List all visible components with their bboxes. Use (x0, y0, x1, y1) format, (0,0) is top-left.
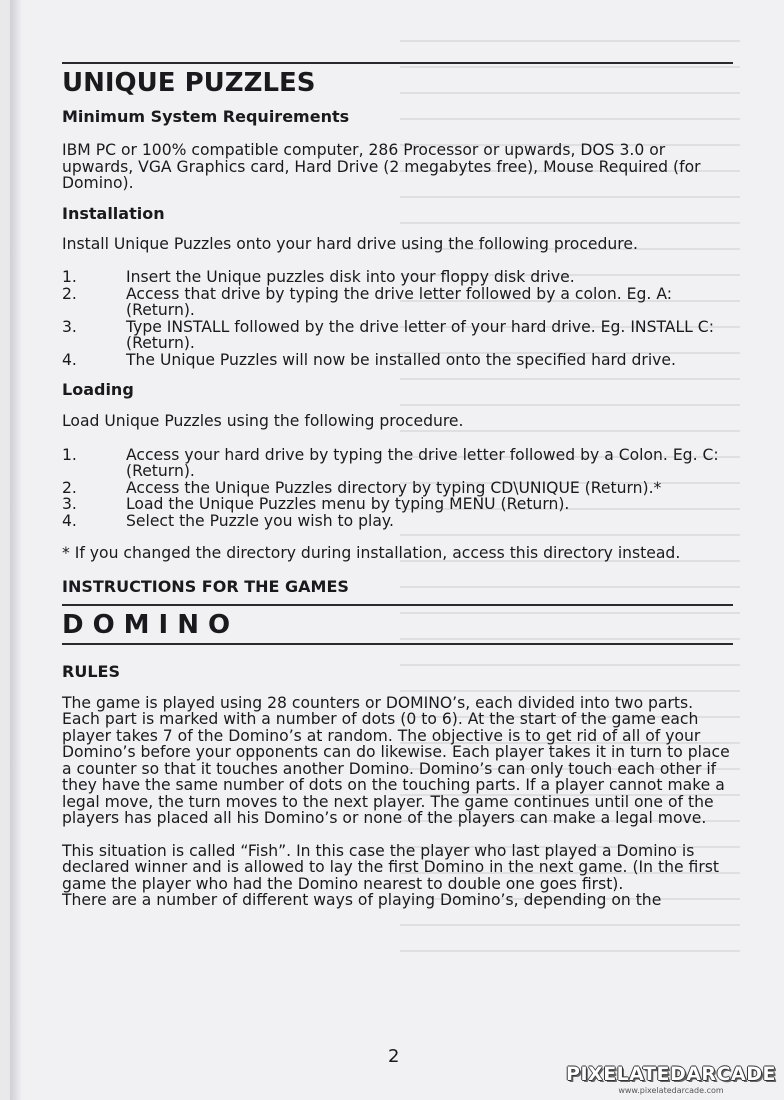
list-item: 3. Load the Unique Puzzles menu by typing MENU (Return). (62, 495, 570, 513)
page-content (62, 62, 733, 909)
loading-intro: Load Unique Puzzles using the following procedure. (62, 412, 464, 430)
installation-steps (62, 269, 733, 368)
min-req-heading: Minimum System Requirements (62, 107, 350, 126)
list-item: 2. Access the Unique Puzzles directory by typing CD\UNIQUE (Return).* (62, 478, 662, 497)
min-req-text: IBM PC or 100% compatible computer, 286 Processor or upwards, DOS 3.0 or upwards, VGA Graphics card, Hard Drive (2 megabytes free), Mouse Required (for Domino). (62, 141, 701, 192)
loading-steps (62, 447, 733, 530)
watermark-logo (560, 1062, 782, 1098)
page-number: 2 (388, 1046, 400, 1067)
watermark-url: www.pixelatedarcade.com (618, 1086, 724, 1095)
rules-paragraph-2: This situation is called “Fish”. In this case the player who last played a Domino is declared winner and is allowed to lay the first Domino in the next game. (In the first game the player who had the Domino nearest to double one goes first). (62, 841, 719, 893)
instructions-heading: INSTRUCTIONS FOR THE GAMES (62, 576, 349, 596)
domino-title: DOMINO (62, 609, 240, 640)
list-item: 4. The Unique Puzzles will now be installed onto the specified hard drive. (62, 350, 676, 369)
manual-page (10, 0, 784, 1100)
rules-heading: RULES (62, 661, 120, 681)
installation-intro: Install Unique Puzzles onto your hard drive using the following procedure. (62, 234, 638, 253)
directory-footnote: * If you changed the directory during installation, access this directory instead. (62, 544, 681, 562)
loading-heading: Loading (62, 380, 134, 399)
list-item: 4. Select the Puzzle you wish to play. (62, 511, 394, 530)
watermark-text: PIXELATEDARCADE (566, 1063, 776, 1085)
list-item: 1. Insert the Unique puzzles disk into your floppy disk drive. (62, 268, 575, 286)
title-rule-top (62, 62, 733, 64)
domino-rule-top (62, 604, 733, 606)
list-item: 1. Access your hard drive by typing the drive letter followed by a Colon. Eg. C: (Return). (62, 445, 719, 480)
installation-heading: Installation (62, 203, 165, 223)
rules-paragraph-3: There are a number of different ways of playing Domino’s, depending on the (62, 891, 662, 909)
page-spine (10, 0, 22, 1100)
rules-paragraph-1: The game is played using 28 counters or DOMINO’s, each divided into two parts. Each part is marked with a number of dots (0 to 6). At the start of the game each player takes 7 of the Domino’s at random. The objective is to get rid of all of your Domino’s before your opponents can do likewise. Each player takes it in turn to place a counter so that it touches another Domino. Domino’s can only touch each other if they have the same number of dots on the touching parts. If a player cannot make a legal move, the turn moves to the next player. The game continues until one of the players has placed all his Domino’s or none of the players can make a legal move. (62, 693, 730, 827)
unique-puzzles-title: UNIQUE PUZZLES (62, 68, 316, 98)
list-item: 3. Type INSTALL followed by the drive letter of your hard drive. Eg. INSTALL C: (Return). (62, 317, 714, 352)
list-item: 2. Access that drive by typing the drive letter followed by a colon. Eg. A: (Return). (62, 284, 672, 319)
domino-rule-bottom (62, 643, 733, 645)
